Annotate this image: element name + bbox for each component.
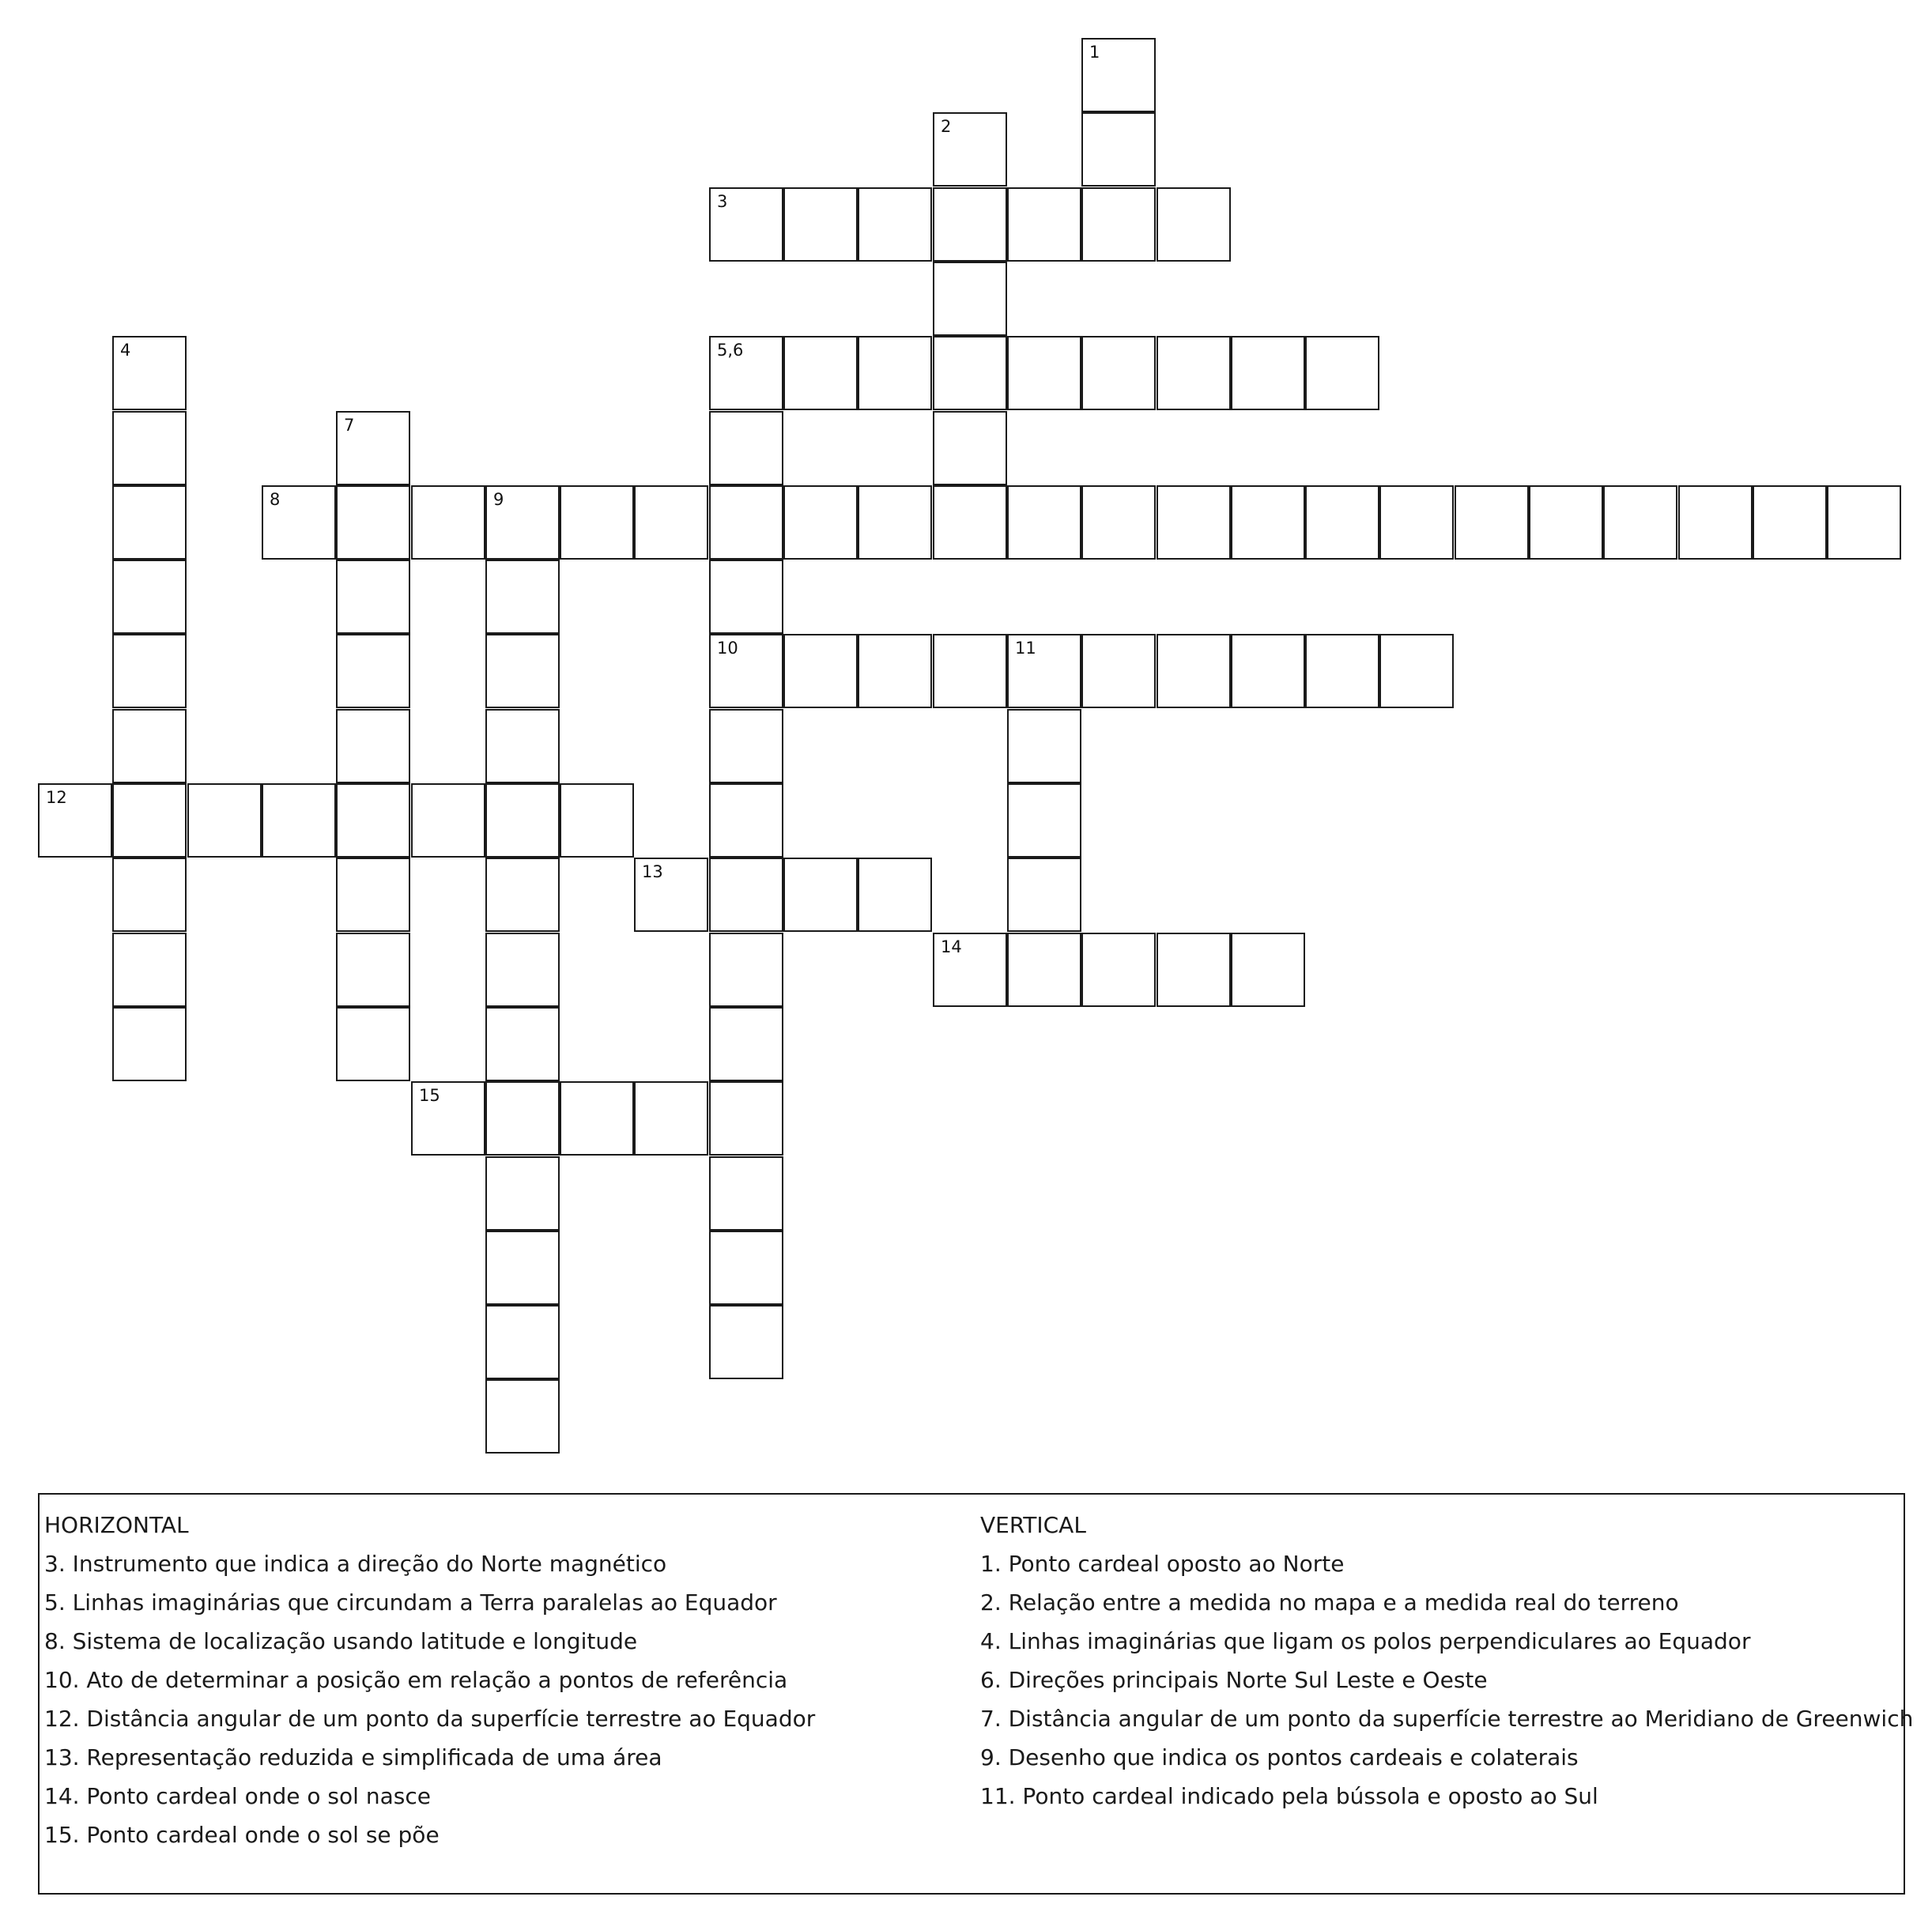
- crossword-cell[interactable]: [1157, 933, 1231, 1007]
- horizontal-clues: [44, 1506, 815, 1854]
- crossword-cell[interactable]: [1081, 112, 1156, 187]
- clue-number: 5,6: [717, 341, 744, 360]
- crossword-cell[interactable]: [112, 933, 187, 1007]
- crossword-cell[interactable]: [112, 783, 187, 858]
- crossword-cell[interactable]: [485, 560, 560, 634]
- crossword-cell-numbered[interactable]: [1081, 38, 1156, 112]
- crossword-cell[interactable]: [709, 1007, 783, 1081]
- crossword-cell[interactable]: [709, 560, 783, 634]
- crossword-cell[interactable]: [1157, 187, 1231, 262]
- clue-number: 10: [717, 639, 738, 658]
- crossword-cell[interactable]: [1081, 485, 1156, 560]
- crossword-cell[interactable]: [560, 1081, 634, 1156]
- crossword-cell[interactable]: [1007, 858, 1081, 932]
- crossword-cell[interactable]: [336, 858, 410, 932]
- crossword-cell[interactable]: [112, 485, 187, 560]
- crossword-cell[interactable]: [1231, 485, 1305, 560]
- clue-number: 9: [493, 490, 504, 509]
- clue-item: 10. Ato de determinar a posição em relação a pontos de referência: [44, 1667, 788, 1693]
- clue-number: 3: [717, 192, 728, 211]
- crossword-cell[interactable]: [560, 485, 634, 560]
- crossword-cell[interactable]: [485, 1305, 560, 1379]
- clue-item: 5. Linhas imaginárias que circundam a Terra paralelas ao Equador: [44, 1589, 777, 1616]
- crossword-cell[interactable]: [112, 560, 187, 634]
- crossword-cell[interactable]: [709, 709, 783, 783]
- crossword-cell-numbered[interactable]: [709, 634, 783, 708]
- crossword-cell-numbered[interactable]: [709, 187, 783, 262]
- clue-item: 3. Instrumento que indica a direção do Norte magnético: [44, 1551, 667, 1577]
- clue-item: 8. Sistema de localização usando latitude e longitude: [44, 1628, 638, 1654]
- crossword-cell[interactable]: [933, 485, 1007, 560]
- crossword-cell[interactable]: [933, 336, 1007, 410]
- crossword-cell[interactable]: [1007, 783, 1081, 858]
- crossword-cell[interactable]: [634, 485, 708, 560]
- crossword-cell[interactable]: [709, 783, 783, 858]
- clue-item: 13. Representação reduzida e simplificada de uma área: [44, 1744, 662, 1770]
- crossword-cell[interactable]: [783, 634, 858, 708]
- crossword-cell[interactable]: [411, 485, 485, 560]
- crossword-cell[interactable]: [1007, 933, 1081, 1007]
- crossword-cell-numbered[interactable]: [1007, 634, 1081, 708]
- crossword-cell[interactable]: [858, 485, 932, 560]
- crossword-cell-numbered[interactable]: [709, 336, 783, 410]
- crossword-cell[interactable]: [187, 783, 262, 858]
- crossword-cell[interactable]: [560, 783, 634, 858]
- crossword-cell[interactable]: [783, 336, 858, 410]
- crossword-cell[interactable]: [783, 485, 858, 560]
- clue-item: 11. Ponto cardeal indicado pela bússola e oposto ao Sul: [980, 1783, 1598, 1809]
- crossword-cell[interactable]: [1007, 336, 1081, 410]
- crossword-cell[interactable]: [709, 933, 783, 1007]
- crossword-cell[interactable]: [1007, 485, 1081, 560]
- crossword-cell[interactable]: [1379, 485, 1454, 560]
- crossword-cell[interactable]: [485, 1231, 560, 1305]
- crossword-cell[interactable]: [1081, 336, 1156, 410]
- crossword-cell[interactable]: [112, 709, 187, 783]
- crossword-cell[interactable]: [1678, 485, 1753, 560]
- crossword-cell[interactable]: [1305, 336, 1379, 410]
- crossword-cell[interactable]: [783, 187, 858, 262]
- clue-item: 9. Desenho que indica os pontos cardeais e colaterais: [980, 1744, 1579, 1770]
- crossword-cell[interactable]: [709, 1081, 783, 1156]
- crossword-cell[interactable]: [858, 187, 932, 262]
- crossword-cell[interactable]: [709, 1231, 783, 1305]
- crossword-cell[interactable]: [1157, 634, 1231, 708]
- crossword-cell[interactable]: [336, 485, 410, 560]
- clue-item: 7. Distância angular de um ponto da superfície terrestre ao Meridiano de Greenwich: [980, 1706, 1914, 1732]
- crossword-cell[interactable]: [336, 634, 410, 708]
- crossword-cell[interactable]: [858, 336, 932, 410]
- vertical-heading: VERTICAL: [980, 1512, 1086, 1538]
- crossword-cell[interactable]: [709, 1305, 783, 1379]
- clue-number: 15: [419, 1086, 440, 1105]
- crossword-cell[interactable]: [783, 858, 858, 932]
- crossword-cell[interactable]: [1231, 336, 1305, 410]
- crossword-cell[interactable]: [336, 709, 410, 783]
- crossword-cell-numbered[interactable]: [112, 336, 187, 410]
- crossword-cell[interactable]: [1529, 485, 1603, 560]
- clue-item: 6. Direções principais Norte Sul Leste e Oeste: [980, 1667, 1488, 1693]
- crossword-cell[interactable]: [1379, 634, 1454, 708]
- crossword-cell[interactable]: [1305, 634, 1379, 708]
- crossword-cell[interactable]: [1081, 933, 1156, 1007]
- crossword-cell[interactable]: [485, 634, 560, 708]
- crossword-cell[interactable]: [933, 262, 1007, 336]
- crossword-cell[interactable]: [336, 1007, 410, 1081]
- clue-number: 11: [1015, 639, 1036, 658]
- crossword-cell-numbered[interactable]: [411, 1081, 485, 1156]
- clue-number: 12: [46, 788, 67, 807]
- crossword-cell[interactable]: [858, 858, 932, 932]
- crossword-cell-numbered[interactable]: [933, 112, 1007, 187]
- clue-number: 4: [120, 341, 131, 360]
- crossword-cell[interactable]: [1753, 485, 1827, 560]
- clue-item: 15. Ponto cardeal onde o sol se põe: [44, 1822, 440, 1848]
- crossword-cell-numbered[interactable]: [485, 485, 560, 560]
- crossword-cell[interactable]: [336, 560, 410, 634]
- crossword-cell[interactable]: [485, 1007, 560, 1081]
- crossword-cell[interactable]: [1081, 187, 1156, 262]
- horizontal-heading: HORIZONTAL: [44, 1512, 189, 1538]
- crossword-cell[interactable]: [1305, 485, 1379, 560]
- crossword-cell[interactable]: [485, 1081, 560, 1156]
- crossword-cell[interactable]: [933, 634, 1007, 708]
- crossword-cell-numbered[interactable]: [336, 411, 410, 485]
- vertical-clues: [980, 1506, 1913, 1816]
- crossword-cell[interactable]: [1007, 709, 1081, 783]
- clue-item: 1. Ponto cardeal oposto ao Norte: [980, 1551, 1345, 1577]
- crossword-cell[interactable]: [634, 1081, 708, 1156]
- crossword-cell[interactable]: [1007, 187, 1081, 262]
- crossword-cell[interactable]: [112, 1007, 187, 1081]
- crossword-cell[interactable]: [262, 783, 336, 858]
- crossword-cell[interactable]: [1157, 485, 1231, 560]
- crossword-cell[interactable]: [336, 783, 410, 858]
- crossword-cell[interactable]: [411, 783, 485, 858]
- crossword-cell[interactable]: [336, 933, 410, 1007]
- crossword-cell[interactable]: [709, 411, 783, 485]
- crossword-cell[interactable]: [709, 858, 783, 932]
- clue-number: 13: [642, 862, 663, 881]
- clue-number: 1: [1089, 43, 1100, 62]
- clue-number: 14: [941, 937, 962, 956]
- crossword-cell-numbered[interactable]: [933, 933, 1007, 1007]
- crossword-cell[interactable]: [1603, 485, 1677, 560]
- crossword-cell[interactable]: [485, 1156, 560, 1231]
- crossword-cell[interactable]: [709, 485, 783, 560]
- crossword-cell[interactable]: [1231, 634, 1305, 708]
- crossword-cell[interactable]: [112, 411, 187, 485]
- crossword-cell[interactable]: [709, 1156, 783, 1231]
- clues-panel: [38, 1493, 1914, 1895]
- crossword-cell[interactable]: [485, 858, 560, 932]
- clue-item: 14. Ponto cardeal onde o sol nasce: [44, 1783, 431, 1809]
- crossword-cell[interactable]: [1157, 336, 1231, 410]
- crossword-cell[interactable]: [1455, 485, 1529, 560]
- crossword-cell[interactable]: [485, 783, 560, 858]
- crossword-cell[interactable]: [933, 187, 1007, 262]
- crossword-cell[interactable]: [485, 1379, 560, 1454]
- clue-item: 12. Distância angular de um ponto da superfície terrestre ao Equador: [44, 1706, 816, 1732]
- crossword-cell-numbered[interactable]: [262, 485, 336, 560]
- crossword-cell[interactable]: [112, 858, 187, 932]
- crossword-cell[interactable]: [1231, 933, 1305, 1007]
- clue-item: 2. Relação entre a medida no mapa e a medida real do terreno: [980, 1589, 1679, 1616]
- clue-number: 2: [941, 117, 952, 136]
- crossword-cell-numbered[interactable]: [38, 783, 112, 858]
- crossword-cell[interactable]: [485, 933, 560, 1007]
- clue-number: 8: [270, 490, 281, 509]
- clue-item: 4. Linhas imaginárias que ligam os polos perpendiculares ao Equador: [980, 1628, 1751, 1654]
- crossword-cell[interactable]: [112, 634, 187, 708]
- clue-number: 7: [344, 416, 355, 435]
- crossword-cell[interactable]: [485, 709, 560, 783]
- crossword-cell[interactable]: [1827, 485, 1901, 560]
- crossword-cell[interactable]: [858, 634, 932, 708]
- crossword-cell[interactable]: [933, 411, 1007, 485]
- crossword-cell[interactable]: [1081, 634, 1156, 708]
- crossword-cell-numbered[interactable]: [634, 858, 708, 932]
